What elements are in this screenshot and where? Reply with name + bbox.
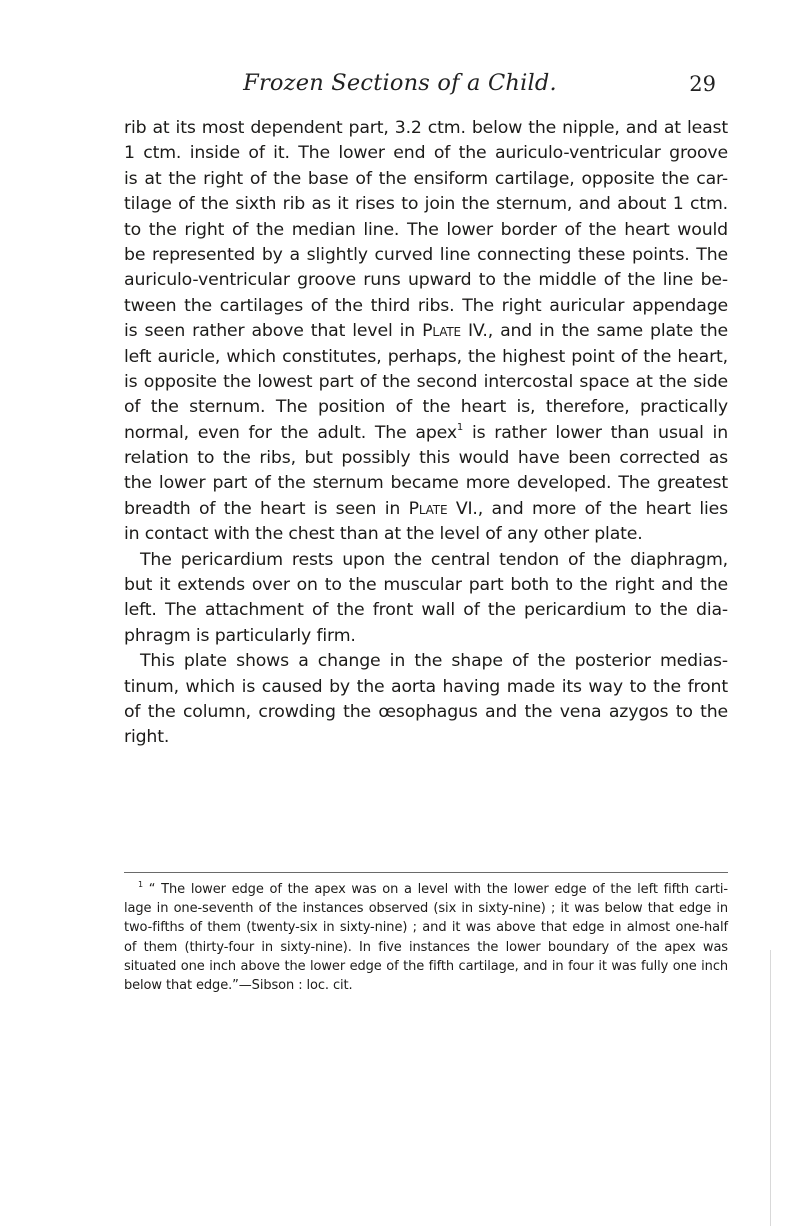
body-line: right. — [124, 727, 170, 748]
body-line: This plate shows a change in the shape of the posterior medias- — [140, 651, 728, 672]
body-line: left auricle, which constitutes, perhaps, the highest point of the heart, — [124, 346, 728, 367]
body-line: is opposite the lowest part of the second intercostal space at the side — [124, 371, 728, 392]
body-line: in contact with the chest than at the level of any other plate. — [124, 524, 643, 545]
body-line: relation to the ribs, but possibly this would have been corrected as — [124, 448, 728, 469]
plate-reference: Plate — [408, 498, 448, 519]
body-line: to the right of the median line. The lower border of the heart would — [124, 219, 728, 240]
footnote-line: two-fifths of them (twenty-six in sixty-nine) ; and it was above that edge in almost one-half — [124, 920, 728, 936]
footnote-line: $^1$ “ The lower edge of the apex was on a level with the lower edge of the left fifth carti- — [138, 879, 728, 897]
running-head — [0, 70, 800, 106]
body-line: rib at its most dependent part, 3.2 ctm. below the nipple, and at least — [124, 118, 728, 138]
footnote-divider — [124, 872, 728, 873]
page-edge-shadow — [770, 950, 771, 1226]
body-line: the lower part of the sternum became more developed. The greatest — [124, 473, 728, 494]
body-line: tilage of the sixth rib as it rises to join the sternum, and about 1 ctm. — [124, 194, 728, 215]
footnote-line: of them (thirty-four in sixty-nine). In five instances the lower boundary of the apex was — [124, 939, 728, 955]
footnote-line: situated one inch above the lower edge of the fifth cartilage, and in four it was fully one inch — [124, 958, 728, 974]
body-line: normal, even for the adult. The apex$^1$ is rather lower than usual in — [124, 421, 729, 443]
body-line: auriculo-ventricular groove runs upward to the middle of the line be- — [124, 270, 728, 291]
body-text — [124, 116, 728, 751]
body-line: The pericardium rests upon the central tendon of the diaphragm, — [140, 549, 728, 570]
body-line: breadth of the heart is seen in Plate VI., and more of the heart lies — [124, 498, 728, 519]
plate-reference: Plate — [422, 321, 461, 342]
footnote — [124, 880, 728, 995]
running-title: Frozen Sections of a Child. — [243, 70, 557, 96]
body-line: is seen rather above that level in Plate IV., and in the same plate the — [124, 321, 729, 342]
body-line: 1 ctm. inside of it. The lower end of the auriculo-ventricular groove — [124, 143, 728, 164]
body-line: of the sternum. The position of the heart is, therefore, practically — [124, 397, 728, 418]
page-number: 29 — [689, 72, 716, 96]
body-line: phragm is particularly firm. — [124, 625, 356, 646]
footnote-marker[interactable]: 1 — [456, 421, 464, 433]
body-line: tinum, which is caused by the aorta having made its way to the front — [124, 676, 728, 697]
body-line: left. The attachment of the front wall of the pericardium to the dia- — [124, 600, 728, 621]
body-line: tween the cartilages of the third ribs. The right auricular appendage — [124, 295, 728, 316]
body-line: is at the right of the base of the ensiform cartilage, opposite the car- — [124, 168, 728, 189]
footnote-line: below that edge.”—Sibson : loc. cit. — [124, 977, 353, 993]
body-line: be represented by a slightly curved line connecting these points. The — [124, 244, 728, 265]
footnote-line: lage in one-seventh of the instances observed (six in sixty-nine) ; it was below that edge in — [124, 901, 728, 917]
body-line: of the column, crowding the œsophagus and the vena azygos to the — [124, 701, 728, 722]
body-line: but it extends over on to the muscular part both to the right and the — [124, 575, 728, 596]
footnote-number: 1 — [138, 879, 143, 889]
